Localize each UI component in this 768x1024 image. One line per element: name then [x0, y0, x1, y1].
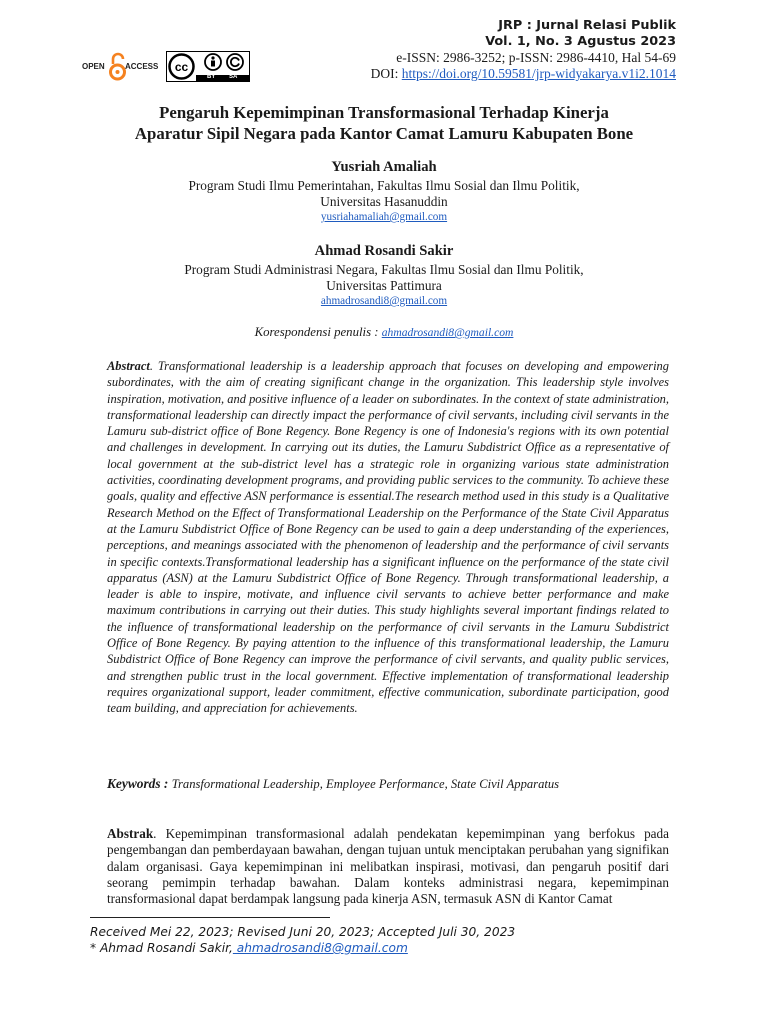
author-block-2 — [90, 242, 678, 309]
footer-dates: Received Mei 22, 2023; Revised Juni 20, 2023; Accepted Juli 30, 2023 — [90, 925, 516, 939]
by-icon — [204, 53, 222, 71]
footer-corresponding-prefix: * Ahmad Rosandi Sakir, — [90, 941, 233, 955]
paper-title-line-1: Pengaruh Kepemimpinan Transformasional Terhadap Kinerja — [159, 103, 609, 122]
author-affiliation-line-2: Universitas Hasanuddin — [320, 194, 448, 209]
footer-notes — [90, 924, 515, 956]
doi-label: DOI: — [370, 66, 402, 81]
paper-title-line-2: Aparatur Sipil Negara pada Kantor Camat Lamuru Kabupaten Bone — [134, 124, 634, 143]
svg-text:cc: cc — [174, 60, 189, 74]
footer-email-link[interactable]: ahmadrosandi8@gmail.com — [232, 941, 408, 955]
keywords-label: Keywords : — [107, 776, 172, 791]
sa-label: SA — [229, 74, 238, 80]
footer-corresponding — [90, 940, 515, 956]
by-label: BY — [207, 74, 216, 80]
author-email-link[interactable]: yusriahamaliah@gmail.com — [320, 211, 448, 223]
abstrak-text: . Kepemimpinan transformasional adalah pendekatan kepemimpinan yang berfokus pada pengembangan dan pemberdayaan bawahan, dengan tujuan untuk menciptakan perubahan yang signifikan dalam organisasi. Gaya kepemimpinan ini melibatkan inspirasi, motivasi, dan pengaruh positif dari seorang pemimpin terhadap bawahan. Dalam konteks administrasi negara, kepemimpinan transformasional dapat berdampak langsung pada kinerja ASN, termasuk ASN di Kantor Camat — [107, 826, 669, 907]
cc-icon — [168, 53, 195, 80]
journal-meta — [371, 18, 676, 82]
author-affiliation-line-2: Universitas Pattimura — [326, 278, 442, 293]
open-lock-icon — [109, 52, 126, 82]
cc-by-sa-badge[interactable] — [166, 51, 250, 82]
open-access-left-text: OPEN — [82, 62, 105, 71]
abstrak-label: Abstrak — [107, 826, 154, 841]
journal-issue: Vol. 1, No. 3 Agustus 2023 — [485, 34, 676, 49]
author-affiliation-line-1: Program Studi Ilmu Pemerintahan, Fakultas Ilmu Sosial dan Ilmu Politik, — [188, 178, 580, 193]
footer-divider — [90, 917, 330, 918]
abstract-text: . Transformational leadership is a leadership approach that focuses on developing and empowering subordinates, with the aim of creating significant change in the organization. This leadership style involves inspiration, motivation, and positive influence of a leader on subordinates. In the context of state administration, transformational leadership can directly impact the performance of civil servants, including civil servants in the Lamuru sub-district office of Bone Regency. Bone Regency is one of Indonesia's regions with its own potential and challenges in development. In carrying out its duties, the Lamuru Subdistrict Office as a representative of local government at the sub-district level has a strategic role in organizing various state administration activities, coordinating development programs, and providing public services to the community. To achieve these goals, quality and effective ASN performance is essential.The research method used in this study is a Qualitative Research Method on the Effect of Transformational Leadership on the Performance of the State Civil Apparatus at the Lamuru Subdistrict Office of Bone Regency can be used to gain a deep understanding of the experiences, perceptions, and meanings associated with the phenomenon of leadership and the performance of civil servants in specific contexts.Transformational leadership has a significant influence on the performance of the state civil apparatus (ASN) at the Lamuru Subdistrict Office of Bone Regency. Through transformational leadership, a leader is able to inspire, motivate, and influence civil servants to achieve better performance and make maximum contributions in carrying out their duties. This study highlights several important findings related to the influence of transformational leadership on the performance of civil servants in the Lamuru Subdistrict Office of Bone Regency. By paying attention to the influence of this transformational leadership, the Lamuru Subdistrict Office of Bone Regency can improve the performance of civil servants, and quality public services, and strengthen public trust in the local government. Effective implementation of transformational leadership requires organizational support, leader commitment, effective communication, subordinate participation, good team building, and appreciation for achievements. — [107, 359, 669, 716]
open-access-right-text: ACCESS — [125, 62, 159, 71]
abstract-english — [107, 358, 669, 717]
author-block-1 — [90, 158, 678, 225]
correspondence-line — [90, 325, 678, 340]
abstract-label: Abstract — [107, 359, 150, 373]
author-affiliation-line-1: Program Studi Administrasi Negara, Fakultas Ilmu Sosial dan Ilmu Politik, — [184, 262, 584, 277]
abstrak-indonesian — [107, 826, 669, 907]
author-name: Yusriah Amaliah — [331, 159, 437, 175]
open-access-logo — [82, 52, 162, 82]
doi-link[interactable]: https://doi.org/10.59581/jrp-widyakarya.v1i2.1014 — [401, 66, 676, 81]
correspondence-email-link[interactable]: ahmadrosandi8@gmail.com — [381, 326, 514, 339]
correspondence-label: Korespondensi penulis : — [254, 325, 382, 339]
sa-icon — [226, 53, 244, 71]
author-name: Ahmad Rosandi Sakir — [314, 243, 454, 259]
journal-name: JRP : Jurnal Relasi Publik — [498, 18, 676, 33]
author-email-link[interactable]: ahmadrosandi8@gmail.com — [320, 295, 448, 307]
journal-issn: e-ISSN: 2986-3252; p-ISSN: 2986-4410, Hal 54-69 — [396, 50, 676, 65]
keywords-line — [107, 776, 669, 792]
keywords-value: Transformational Leadership, Employee Performance, State Civil Apparatus — [171, 777, 560, 791]
journal-doi — [371, 66, 676, 82]
paper-title — [90, 102, 678, 144]
